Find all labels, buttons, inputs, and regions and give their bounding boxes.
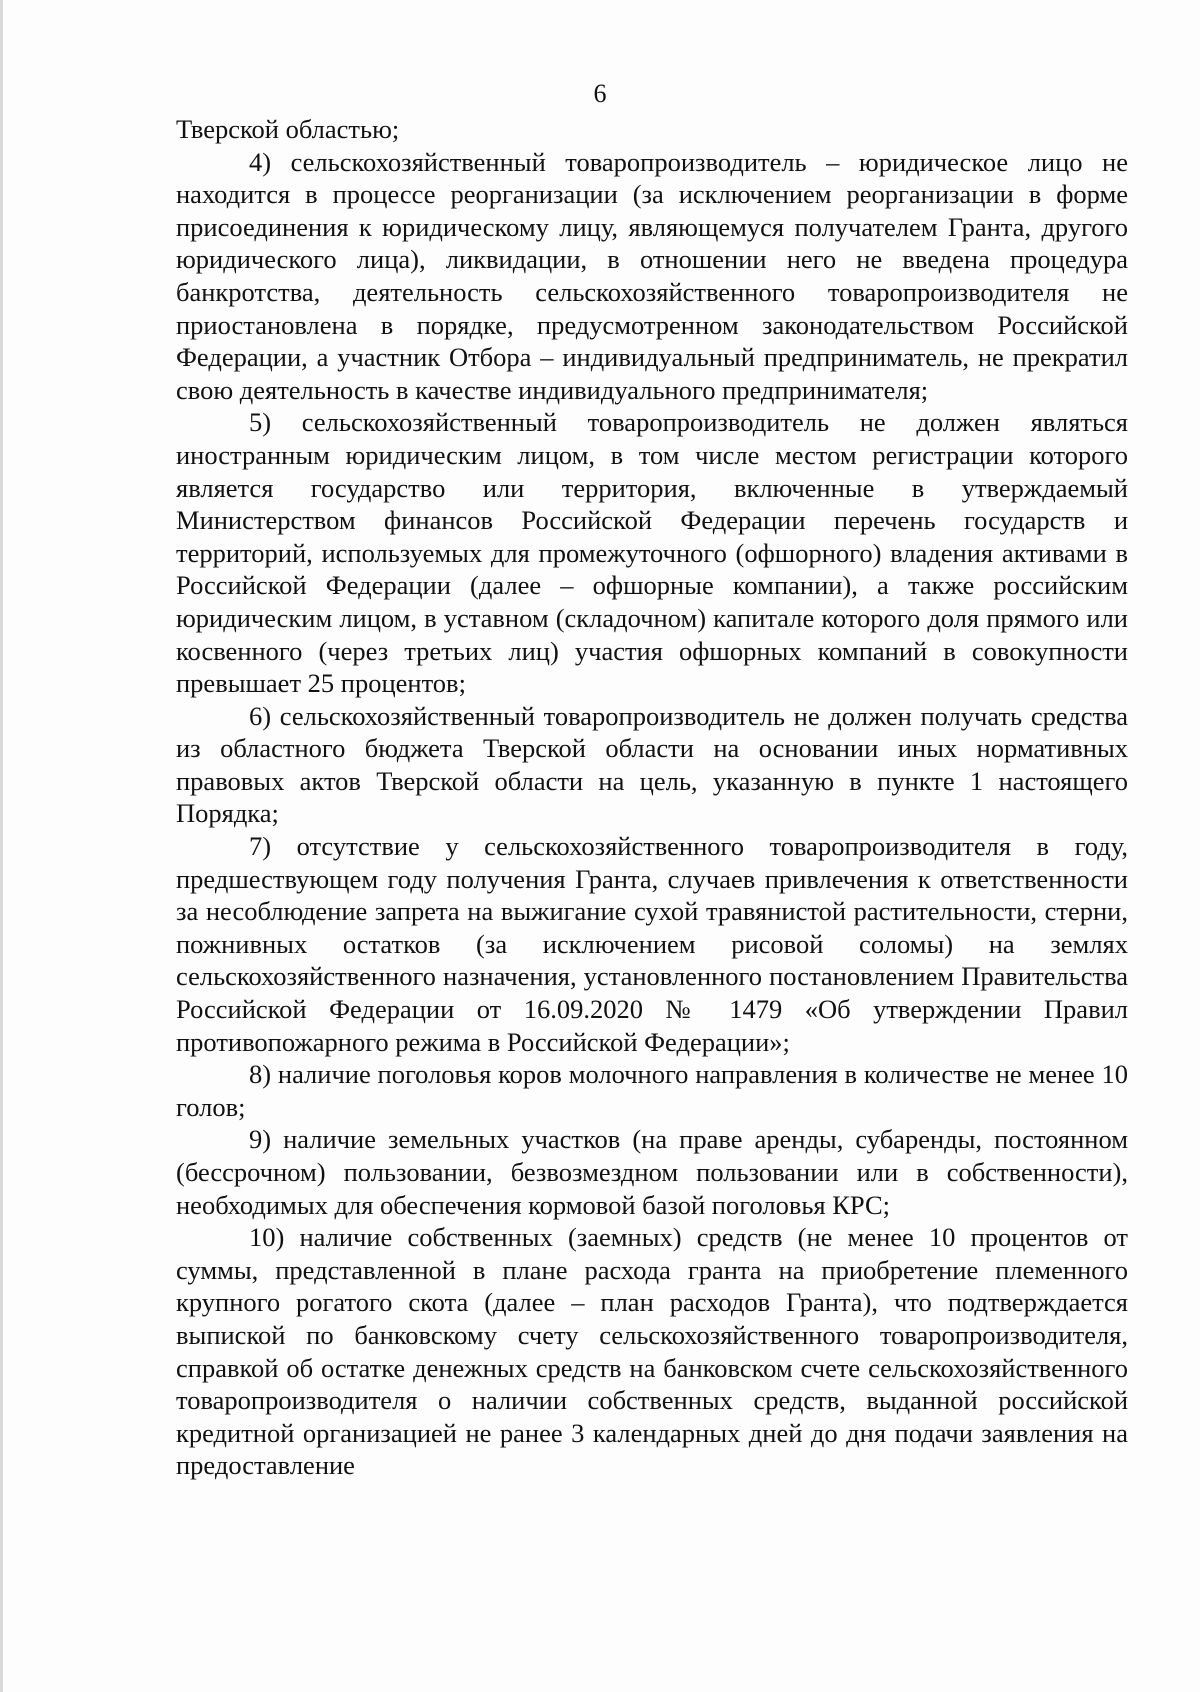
document-body (176, 113, 1128, 1482)
page-number: 6 (593, 79, 607, 108)
paragraph-item-8: 8) наличие поголовья коров молочного направления в количестве не менее 10 голов; (176, 1059, 1128, 1122)
paragraph-item-7: 7) отсутствие у сельскохозяйственного товаропроизводителя в году, предшествующем году получения Гранта, случаев привлечения к ответственности за несоблюдение запрета на выжигание сухой травянистой растительности, стерни, пожнивных остатков (за исключением рисовой соломы) на землях сельскохозяйственного назначения, установленного постановлением Правительства Российской Федерации от 16.09.2020 № 1479 «Об утверждении Правил противопожарного режима в Российской Федерации»; (176, 831, 1128, 1057)
paragraph-item-9: 9) наличие земельных участков (на праве аренды, субаренды, постоянном (бессрочном) пользовании, безвозмездном пользовании или в собственности), необходимых для обеспечения кормовой базой поголовья КРС; (176, 1124, 1128, 1220)
scan-edge (0, 0, 3, 1692)
paragraph-item-10: 10) наличие собственных (заемных) средств (не менее 10 процентов от суммы, представленной в плане расхода гранта на приобретение племенного крупного рогатого скота (далее – план расходов Гранта), что подтверждается выпиской по банковскому счету сельскохозяйственного товаропроизводителя, справкой об остатке денежных средств на банковском счете сельскохозяйственного товаропроизводителя о наличии собственных средств, выданной российской кредитной организацией не ранее 3 календарных дней до дня подачи заявления на предоставление (176, 1222, 1128, 1481)
paragraph-item-4: 4) сельскохозяйственный товаропроизводитель – юридическое лицо не находится в процессе реорганизации (за исключением реорганизации в форме присоединения к юридическому лицу, являющемуся получателем Гранта, другого юридического лица), ликвидации, в отношении него не введена процедура банкротства, деятельность сельскохозяйственного товаропроизводителя не приостановлена в порядке, предусмотренном законодательством Российской Федерации, а участник Отбора – индивидуальный предприниматель, не прекратил свою деятельность в качестве индивидуального предпринимателя; (176, 146, 1128, 405)
paragraph-continuation: Тверской областью; (176, 114, 400, 144)
paragraph-item-6: 6) сельскохозяйственный товаропроизводитель не должен получать средства из областного бюджета Тверской области на основании иных нормативных правовых актов Тверской области на цель, указанную в пункте 1 настоящего Порядка; (176, 700, 1128, 829)
paragraph-item-5: 5) сельскохозяйственный товаропроизводитель не должен являться иностранным юридическим лицом, в том числе местом регистрации которого является государство или территория, включенные в утверждаемый Министерством финансов Российской Федерации перечень государств и территорий, используемых для промежуточного (офшорного) владения активами в Российской Федерации (далее – офшорные компании), а также российским юридическим лицом, в уставном (складочном) капитале которого доля прямого или косвенного (через третьих лиц) участия офшорных компаний в совокупности превышает 25 процентов; (176, 407, 1128, 699)
